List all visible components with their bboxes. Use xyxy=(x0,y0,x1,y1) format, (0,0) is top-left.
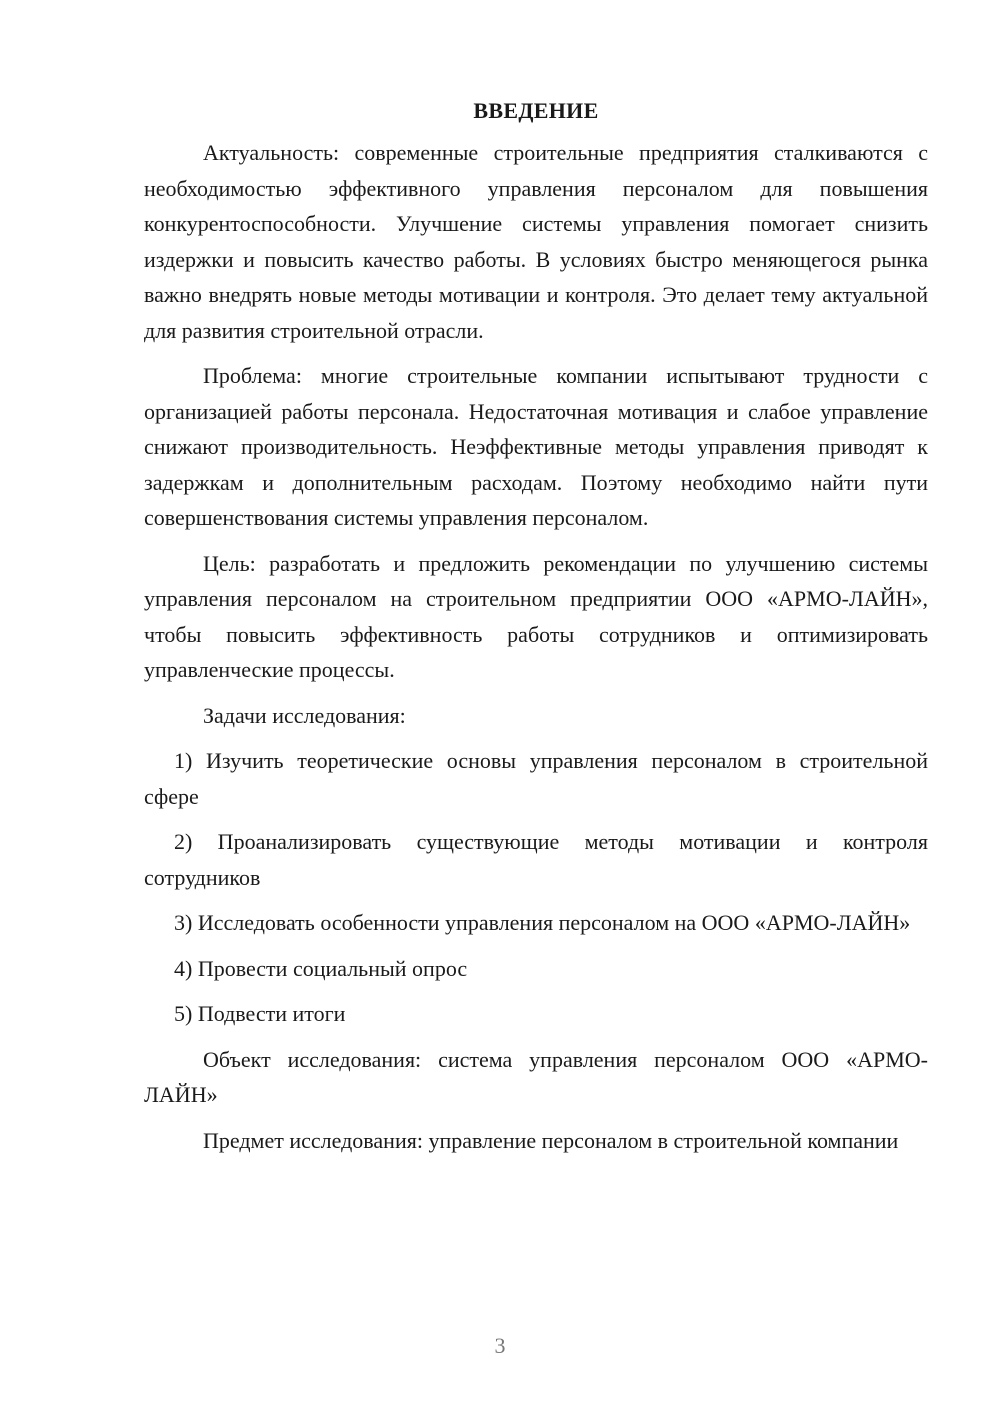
task-item-5: 5) Подвести итоги xyxy=(174,1001,346,1026)
task-item-4: 4) Провести социальный опрос xyxy=(174,955,468,981)
paragraph-problem: Проблема: многие строительные компании испытывают трудности с организацией работы персонала. Недостаточная мотивация и слабое управление снижают производительность. Неэффективные методы управления приводят к задержкам и дополнительным расходам. Поэтому необходимо найти пути совершенствования системы управления персоналом. xyxy=(144,363,928,530)
page-number: 3 xyxy=(494,1333,506,1358)
task-item-1: 1) Изучить теоретические основы управления персоналом в строительной сфере xyxy=(144,748,928,809)
task-item-3: 3) Исследовать особенности управления персоналом на ООО «АРМО-ЛАЙН» xyxy=(174,910,911,935)
paragraph-goal: Цель: разработать и предложить рекомендации по улучшению системы управления персоналом на строительном предприятии ООО «АРМО-ЛАЙН», чтобы повысить эффективность работы сотрудников и оптимизировать управленческие процессы. xyxy=(144,550,928,682)
paragraph-subject: Предмет исследования: управление персоналом в строительной компании xyxy=(203,1127,899,1153)
paragraph-object: Объект исследования: система управления персоналом ООО «АРМО-ЛАЙН» xyxy=(144,1046,928,1107)
page-title: ВВЕДЕНИЕ xyxy=(473,98,599,123)
paragraph-relevance: Актуальность: современные строительные предприятия сталкиваются с необходимостью эффективного управления персоналом для повышения конкурентоспособности. Улучшение системы управления помогает снизить издержки и повысить качество работы. В условиях быстро меняющегося рынка важно внедрять новые методы мотивации и контроля. Это делает тему актуальной для развития строительной отрасли. xyxy=(144,140,928,343)
task-item-2: 2) Проанализировать существующие методы мотивации и контроля сотрудников xyxy=(144,829,928,890)
tasks-heading: Задачи исследования: xyxy=(203,702,406,728)
document-page xyxy=(144,93,928,1168)
